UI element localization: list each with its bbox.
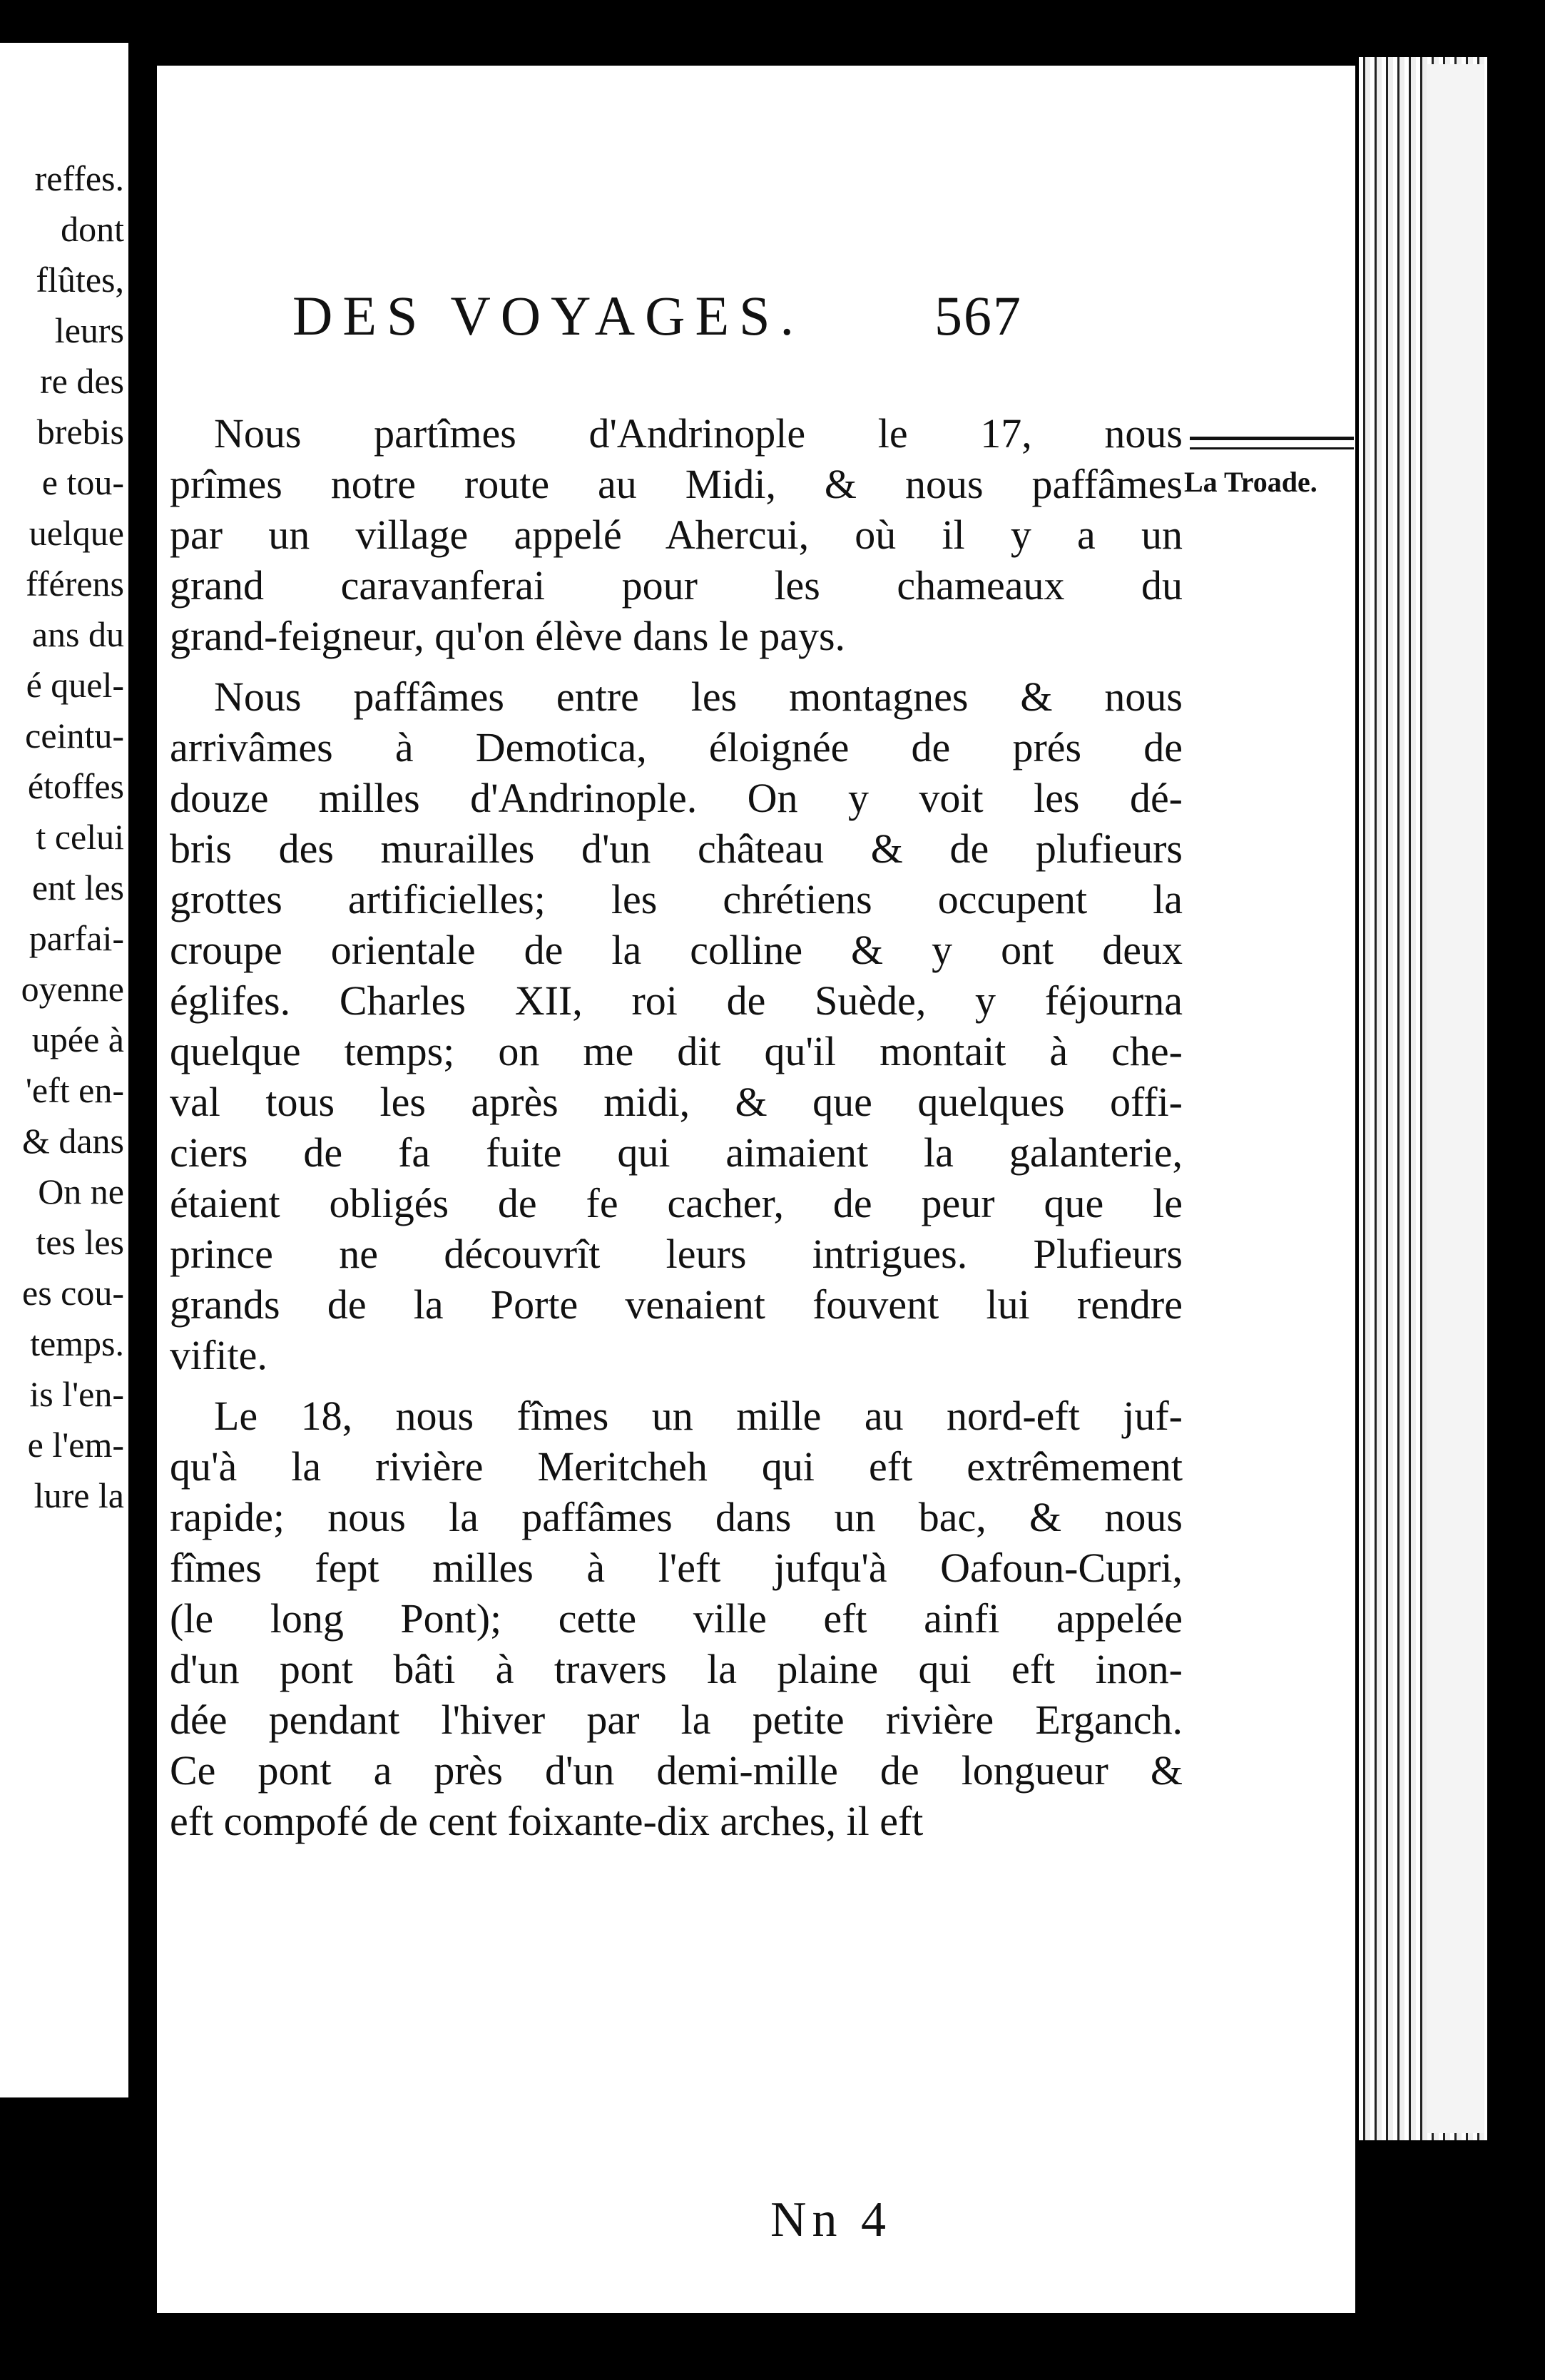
text-line: par un village appelé Ahercui, où il y a un bbox=[170, 512, 1183, 558]
text-line: quelque temps; on me dit qu'il montait à che- bbox=[170, 1028, 1183, 1074]
body-text bbox=[170, 408, 1183, 1846]
left-page-line: é quel- bbox=[26, 665, 124, 705]
margin-rule bbox=[1190, 437, 1354, 449]
left-page-line: e tou- bbox=[41, 462, 124, 502]
paragraph bbox=[170, 1390, 1183, 1846]
paragraph bbox=[170, 671, 1183, 1380]
text-line: Nous partîmes d'Andrinople le 17, nous bbox=[214, 410, 1183, 457]
left-page-line: 'eft en- bbox=[25, 1070, 124, 1110]
left-page-line: e l'em- bbox=[27, 1425, 124, 1465]
text-line: vifite. bbox=[170, 1332, 267, 1378]
text-line: val tous les après midi, & que quelques offi- bbox=[170, 1079, 1183, 1125]
paragraph bbox=[170, 408, 1183, 661]
text-line: grottes artificielles; les chrétiens occupent la bbox=[170, 876, 1183, 922]
left-page-line: is l'en- bbox=[29, 1374, 124, 1414]
left-page-line: brebis bbox=[36, 412, 124, 452]
text-line: d'un pont bâti à travers la plaine qui eft inon- bbox=[170, 1646, 1183, 1692]
left-page-line: fférens bbox=[26, 564, 124, 604]
left-page-line: t celui bbox=[36, 817, 124, 857]
page-number: 567 bbox=[934, 285, 1022, 347]
left-page-line: tes les bbox=[36, 1222, 124, 1262]
left-page-line: uelque bbox=[29, 513, 124, 553]
text-line: prîmes notre route au Midi, & nous paffâmes bbox=[170, 461, 1183, 507]
text-line: dée pendant l'hiver par la petite rivière Erganch. bbox=[170, 1697, 1183, 1743]
signature-mark: Nn 4 bbox=[770, 2192, 892, 2247]
text-line: grand-feigneur, qu'on élève dans le pays. bbox=[170, 613, 846, 659]
left-page-line: On ne bbox=[38, 1171, 124, 1211]
left-page-line: temps. bbox=[30, 1323, 124, 1363]
page-header bbox=[157, 284, 1355, 348]
left-page-line: flûtes, bbox=[36, 260, 124, 300]
text-line: qu'à la rivière Meritcheh qui eft extrêmement bbox=[170, 1443, 1183, 1490]
left-page-line: oyenne bbox=[21, 969, 124, 1009]
fore-edge-pages bbox=[1427, 64, 1484, 2133]
left-page-line: reffes. bbox=[34, 158, 124, 198]
text-line: prince ne découvrît leurs intrigues. Plufieurs bbox=[170, 1231, 1183, 1277]
left-page-line: re des bbox=[40, 361, 124, 401]
book-page bbox=[157, 66, 1355, 2313]
text-line: Ce pont a près d'un demi-mille de longueur & bbox=[170, 1747, 1183, 1794]
left-page-line: dont bbox=[61, 209, 124, 249]
text-line: églifes. Charles XII, roi de Suède, y féjourna bbox=[170, 977, 1183, 1024]
text-line: ciers de fa fuite qui aimaient la galanterie, bbox=[170, 1129, 1183, 1176]
margin-note: La Troade. bbox=[1184, 466, 1317, 498]
text-line: arrivâmes à Demotica, éloignée de prés de bbox=[170, 724, 1183, 771]
text-line: bris des murailles d'un château & de plufieurs bbox=[170, 825, 1183, 872]
text-line: grand caravanferai pour les chameaux du bbox=[170, 562, 1183, 609]
left-page-line: es cou- bbox=[22, 1273, 124, 1313]
text-line: étaient obligés de fe cacher, de peur que le bbox=[170, 1180, 1183, 1226]
text-line: Nous paffâmes entre les montagnes & nous bbox=[214, 673, 1183, 720]
running-head: DES VOYAGES. bbox=[292, 285, 804, 347]
text-line: rapide; nous la paffâmes dans un bac, & nous bbox=[170, 1494, 1183, 1540]
left-page-line: upée à bbox=[31, 1019, 124, 1059]
left-page-line: étoffes bbox=[27, 766, 124, 806]
left-page-line: ceintu- bbox=[25, 716, 124, 756]
text-line: douze milles d'Andrinople. On y voit les dé- bbox=[170, 775, 1183, 821]
text-line: Le 18, nous fîmes un mille au nord-eft juf- bbox=[214, 1393, 1183, 1439]
text-line: eft compofé de cent foixante-dix arches, il eft bbox=[170, 1798, 924, 1844]
left-page-line: & dans bbox=[21, 1121, 124, 1161]
text-line: (le long Pont); cette ville eft ainfi appelée bbox=[170, 1595, 1183, 1642]
left-page-line: ans du bbox=[31, 614, 124, 654]
left-page-line: lure la bbox=[34, 1475, 124, 1515]
left-page-line: leurs bbox=[54, 310, 124, 350]
text-line: croupe orientale de la colline & y ont deux bbox=[170, 927, 1183, 973]
text-line: fîmes fept milles à l'eft jufqu'à Oafoun-Cupri, bbox=[170, 1545, 1183, 1591]
left-page-line: ent les bbox=[31, 868, 124, 907]
text-line: grands de la Porte venaient fouvent lui rendre bbox=[170, 1281, 1183, 1328]
previous-page-strip bbox=[0, 43, 128, 2097]
left-page-line: parfai- bbox=[29, 918, 124, 958]
